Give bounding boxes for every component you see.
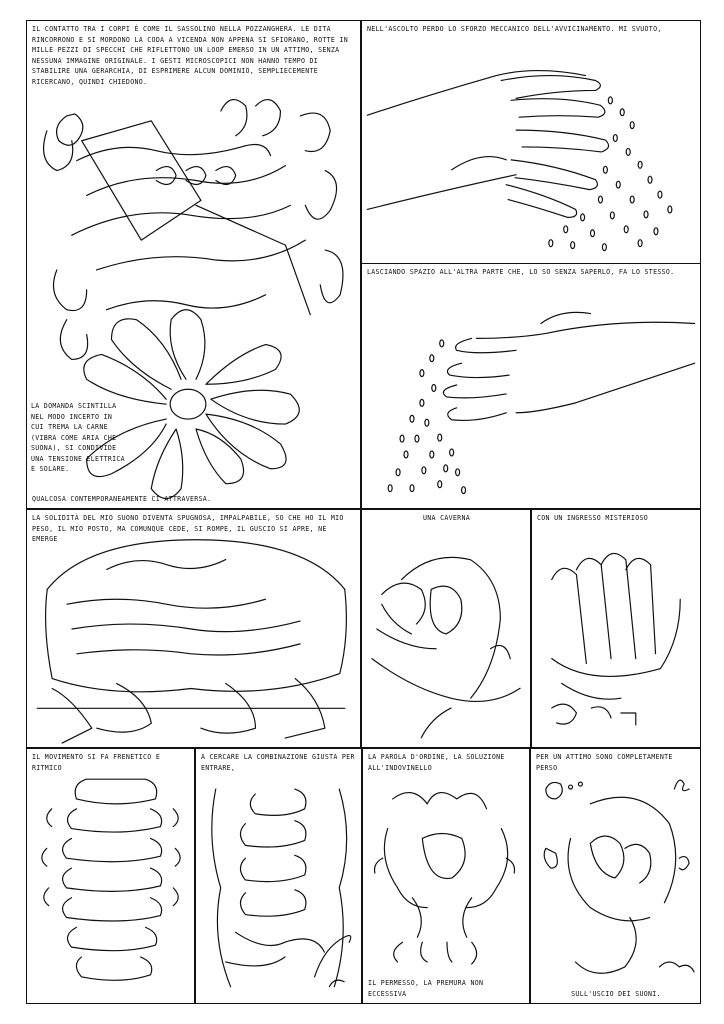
panel-3-caption: LASCIANDO SPAZIO ALL'ALTRA PARTE CHE, LO SO SENZA SAPERLO, FA LO STESSO.	[367, 268, 675, 276]
panel-6-caption: CON UN INGRESSO MISTERIOSO	[537, 514, 649, 522]
dripping-hand-left-illustration	[362, 264, 700, 508]
panel-9	[362, 748, 530, 1004]
panel-4-caption: LA SOLIDITÀ DEL MIO SUONO DIVENTA SPUGNOSA, IMPALPABILE, SO CHE HO IL MIO PESO, IL MIO POSTO, MA COMUNQUE CEDE, SI ROMPE, IL GUSCIO SI APRE, NE EMERGE	[32, 514, 348, 543]
panel-7	[26, 748, 195, 1004]
panel-7-caption: IL MOVIMENTO SI FA FRENETICO E RITMICO	[32, 753, 165, 772]
panel-9-caption: LA PAROLA D'ORDINE, LA SOLUZIONE ALL'INDOVINELLO	[368, 753, 509, 772]
drops	[549, 97, 672, 251]
mysterious-entrance-illustration	[532, 510, 700, 747]
panel-5	[361, 509, 531, 748]
panel-4	[26, 509, 361, 748]
panel-3	[361, 263, 701, 509]
spongy-shell-illustration	[27, 510, 360, 747]
panel-8-caption: A CERCARE LA COMBINAZIONE GIUSTA PER ENTRARE,	[201, 753, 359, 772]
panel-9-bottom-caption: IL PERMESSO, LA PREMURA NON ECCESSIVA	[368, 979, 488, 998]
lost-head-illustration	[531, 749, 700, 1003]
panel-10	[530, 748, 701, 1004]
drops-left	[388, 340, 465, 494]
panel-5-caption: UNA CAVERNA	[423, 514, 470, 522]
panel-8	[195, 748, 362, 1004]
panel-10-caption: PER UN ATTIMO SONO COMPLETAMENTE PERSO	[536, 753, 677, 772]
panel-1-side-caption: LA DOMANDA SCINTILLA NEL MODO INCERTO IN CUI TREMA LA CARNE (VIBRA COME ARIA CHE SUONA), SI CONDIVIDE UNA TENSIONE ELETTRICA E SOLARE.	[31, 402, 125, 473]
panel-2-caption: NELL'ASCOLTO PERDO LO SFORZO MECCANICO DELL'AVVICINAMENTO. MI SVUOTO,	[367, 25, 662, 33]
panel-2	[361, 20, 701, 264]
panel-1	[26, 20, 361, 509]
dripping-hand-illustration	[362, 21, 700, 263]
cupped-hands-cave-illustration	[362, 510, 530, 747]
panel-1-bottom-caption: QUALCOSA CONTEMPORANEAMENTE CI ATTRAVERSA.	[32, 494, 212, 503]
rhythmic-fingers-column-illustration	[27, 749, 194, 1003]
panel-6	[531, 509, 701, 748]
panel-10-bottom-caption: SULL'USCIO DEI SUONI.	[571, 989, 661, 998]
panel-1-caption: IL CONTATTO TRA I CORPI È COME IL SASSOLINO NELLA POZZANGHERA. LE DITA RINCORRONO E SI MORDONO LA CODA A VICENDA NON APPENA SI SFIORANO, ROTTE IN MILLE PEZZI DI SPECCHI CHE RIFLETTONO UN LOOP EMERSO IN UN ATTIMO, SENZA NESSUNA IMMAGINE ORIGINALE. I GESTI MICROSCOPICI NON HANNO TEMPO DI STABILIRE UNA GERARCHIA, DI ESPRIMERE ALCUN DOMINIO, SEMPLIECEMENTE RICERCANO, QUINDI CHIEDONO.	[32, 25, 353, 86]
password-figure-illustration	[363, 749, 529, 1003]
combination-shapes-illustration	[196, 749, 361, 1003]
